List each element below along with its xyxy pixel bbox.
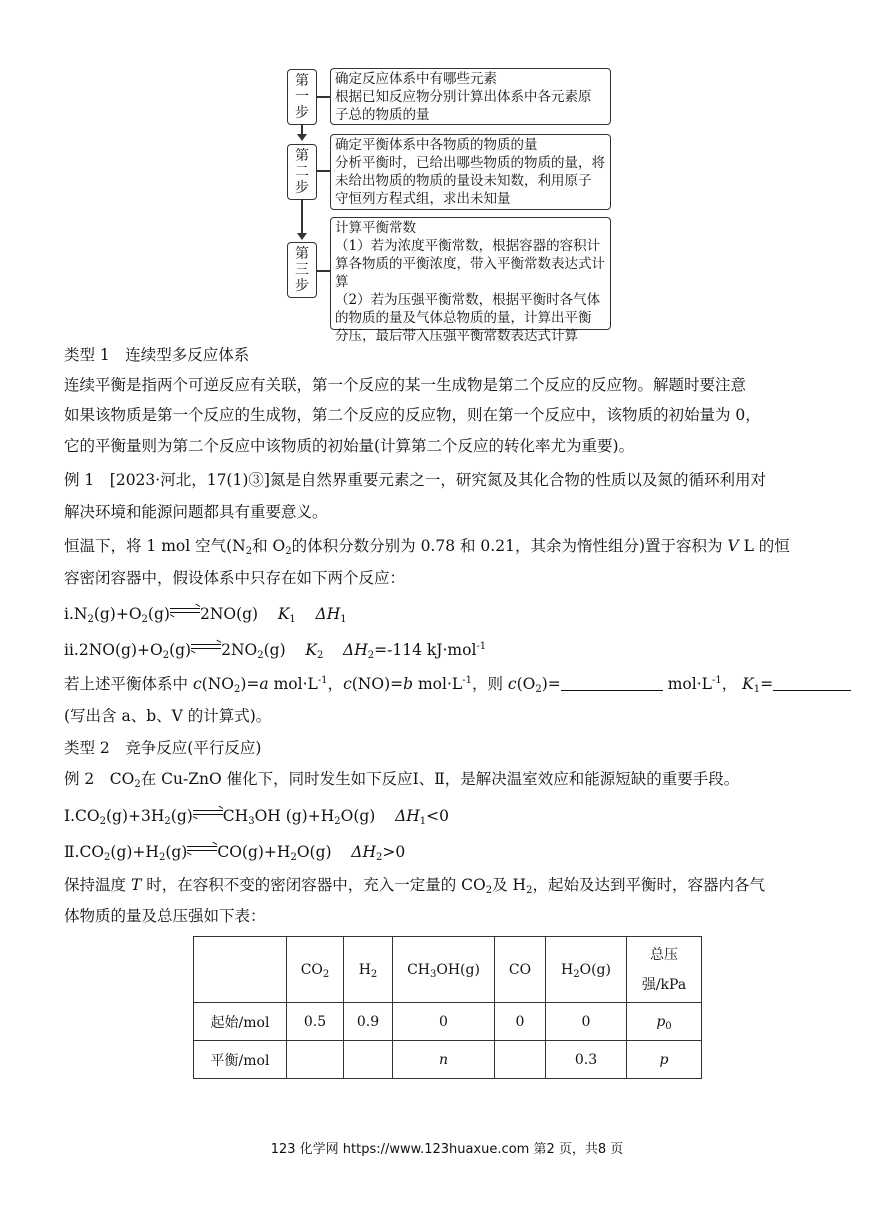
example2-condition: 保持温度 T 时，在容积不变的密闭容器中，充入一定量的 $CO_2$及 $H_2$，起始及达到平衡时，容器内各气 [64,876,765,896]
question-line: 若上述平衡体系中 $c(NO_2)=a$ $mol\cdot L^{-1}$，c(NO)=b $mol\cdot L^{-1}$，则 $c(O_2)= mol\cdot L^{-1}$， $K_1=$ [64,674,851,694]
equilibrium-arrow-icon [170,606,200,616]
table-cell: 0 [393,1003,495,1041]
table-cell [287,1041,344,1079]
answer-blank[interactable] [773,676,851,691]
reaction-i: $ⅰ.N_2(g)+O_2(g)$ 2NO(g) $K_1$ $\Delta H_1$ [64,605,347,625]
table-cell: 0.9 [344,1003,393,1041]
table-row [194,1041,702,1079]
table-cell [495,1041,546,1079]
table-cell: 0 [546,1003,627,1041]
step-two-box: 确定平衡体系中各物质的物质的量 分析平衡时，已给出哪些物质的物质的量，将 未给出物质的物质的量设未知数，利用原子 守恒列方程式组，求出未知量 [330,134,611,210]
table-header-cell [194,937,287,1003]
equilibrium-arrow-icon [187,844,217,854]
step-two-label: 第 二 步 [287,144,317,200]
reaction-ii: $ⅱ.2NO(g)+O_2(g)$ $2NO_2(g)$ $K_2$ $\Delta H_2=-114$ kJ·mol$^{-1}$ [64,641,487,661]
type1-para-line: 它的平衡量则为第二个反应中该物质的初始量(计算第二个反应的转化率尤为重要)。 [64,437,635,455]
table-header-cell: $H_2$ [344,937,393,1003]
table-cell: 0 [495,1003,546,1041]
data-table [193,936,702,1079]
table-header-cell: $CH_3OH(g)$ [393,937,495,1003]
table-cell: 起始/mol [194,1003,287,1041]
example1-hint: (写出含 a、b、V 的计算式)。 [64,707,272,725]
table-cell [344,1041,393,1079]
reaction-I: $Ⅰ.CO_2(g)+3H_2(g)$ $CH_3OH$ $(g)+H_2O(g)$ $\Delta H_1<0$ [64,807,450,827]
example2-line: 体物质的量及总压强如下表： [64,907,266,925]
table-cell: p [627,1041,702,1079]
type2-heading: 类型 2 竞争反应(平行反应) [64,739,262,757]
example1-line: 容密闭容器中，假设体系中只存在如下两个反应： [64,569,406,587]
equilibrium-arrow-icon [193,808,223,818]
table-header-cell: 总压 强/kPa [627,937,702,1003]
type1-para-line: 连续平衡是指两个可逆反应有关联，第一个反应的某一生成物是第二个反应的反应物。解题时要注意 [64,376,747,394]
step-one-box: 确定反应体系中有哪些元素 根据已知反应物分别计算出体系中各元素原 子总的物质的量 [330,68,611,125]
table-cell: n [393,1041,495,1079]
type1-heading: 类型 1 连续型多反应体系 [64,346,250,364]
equilibrium-arrow-icon [191,642,221,652]
step-three-box: 计算平衡常数 （1）若为浓度平衡常数，根据容器的容积计 算各物质的平衡浓度，带入平衡常数表达式计算 （2）若为压强平衡常数，根据平衡时各气体 的物质的量及气体总物质的量，计算出平衡 分压，最后带入压强平衡常数表达式计算 [330,217,611,330]
table-header-cell: $H_2O(g)$ [546,937,627,1003]
table-header-cell: CO [495,937,546,1003]
reaction-II: $Ⅱ.CO_2(g)+H_2(g)$ $CO(g)+H_2O(g)$ $\Delta H_2>0$ [64,843,406,863]
example1-line: 解决环境和能源问题都具有重要意义。 [64,503,328,521]
table-header-cell: $CO_2$ [287,937,344,1003]
answer-blank[interactable] [561,676,663,691]
table-cell: 0.3 [546,1041,627,1079]
step-one-label: 第 一 步 [287,69,317,125]
table-row [194,1003,702,1041]
example2-line: 例 2 $CO_2$在 Cu-ZnO 催化下，同时发生如下反应Ⅰ、Ⅱ，是解决温室效应和能源短缺的重要手段。 [64,770,740,790]
table-cell: 平衡/mol [194,1041,287,1079]
table-cell: 0.5 [287,1003,344,1041]
example1-condition: 恒温下，将 1 mol 空气($N_2$和 $O_2$的体积分数分别为 0.78 和 0.21，其余为惰性组分)置于容积为 V L 的恒 [64,537,790,557]
example1-line: 例 1 [2023·河北，17(1)③]氮是自然界重要元素之一，研究氮及其化合物的性质以及氮的循环利用对 [64,471,766,489]
flow-connector [301,199,303,235]
flow-arrow-icon [297,134,307,141]
table-cell: $p_0$ [627,1003,702,1041]
page-footer: 123 化学网 https://www.123huaxue.com 第2 页，共8 页 [270,1142,624,1157]
flow-arrow-icon [297,233,307,240]
step-three-label: 第 三 步 [287,242,317,298]
type1-para-line: 如果该物质是第一个反应的生成物，第二个反应的反应物，则在第一个反应中，该物质的初始量为 0， [64,406,761,424]
table-header-row [194,937,702,1003]
